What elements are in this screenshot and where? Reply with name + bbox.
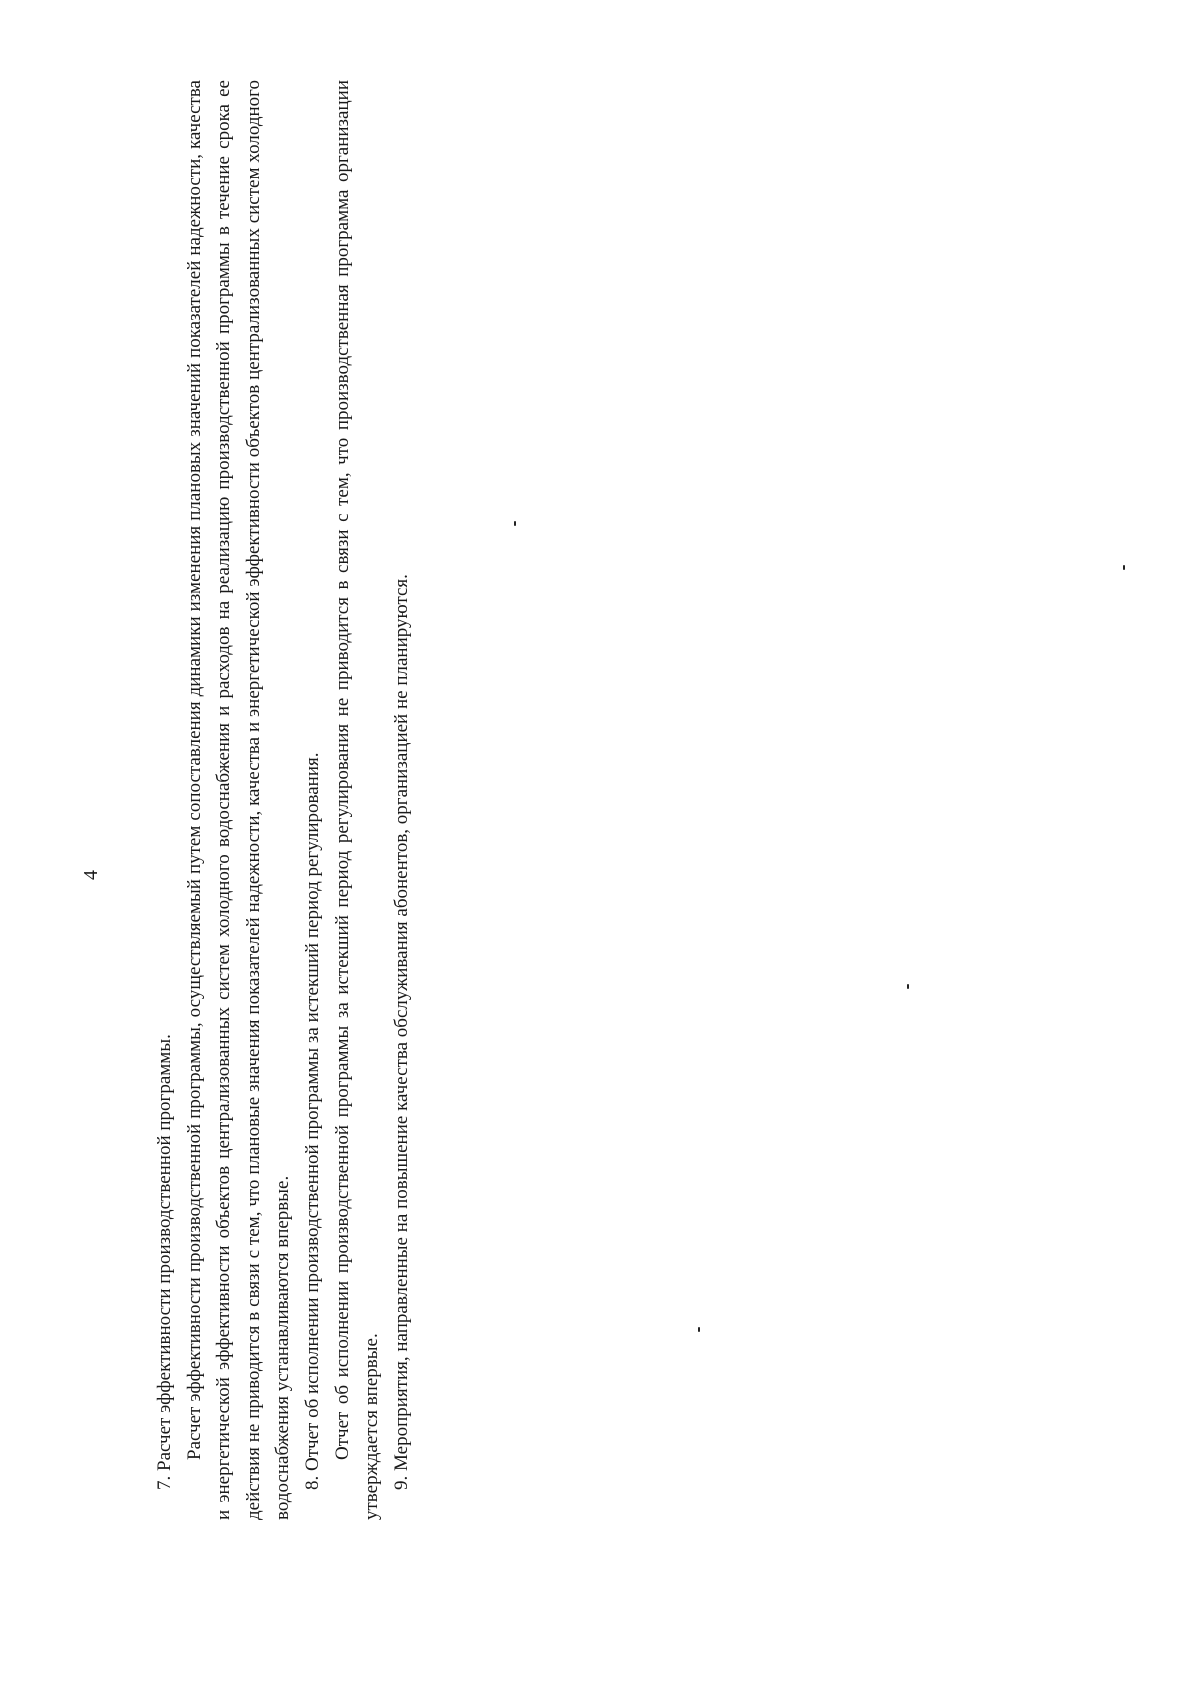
section-9-heading: 9. Мероприятия, направленные на повышение качества обслуживания абонентов, организацией не планируются. xyxy=(390,574,412,1490)
page-number: 4 xyxy=(80,870,102,880)
scan-speck xyxy=(1123,565,1125,570)
rotated-text-block xyxy=(150,80,416,1520)
scan-speck xyxy=(907,984,909,989)
section-7-heading: 7. Расчет эффективности производственной программы. xyxy=(154,1034,175,1490)
section-8-heading: 8. Отчет об исполнении производственной программы за истекший период регулирования. xyxy=(301,752,323,1490)
section-7-body: Расчет эффективности производственной программы, осуществляемый путем сопоставления динамики изменения плановых значений показателей надежности, качества и энергетической эффективности объектов централизованных систем холодного водоснабжения и расходов на реализацию производственной программы в течение срока ее действия не приводится в связи с тем, что плановые значения показателей надежности, качества и энергетической эффективности объектов централизованных систем холодного водоснабжения устанавливаются впервые. xyxy=(183,80,294,1520)
scan-speck xyxy=(698,1327,700,1332)
scan-speck xyxy=(514,521,516,526)
section-8-body: Отчет об исполнении производственной программы за истекший период регулирования не приводится в связи с тем, что производственная программа организации утверждается впервые. xyxy=(331,80,383,1520)
